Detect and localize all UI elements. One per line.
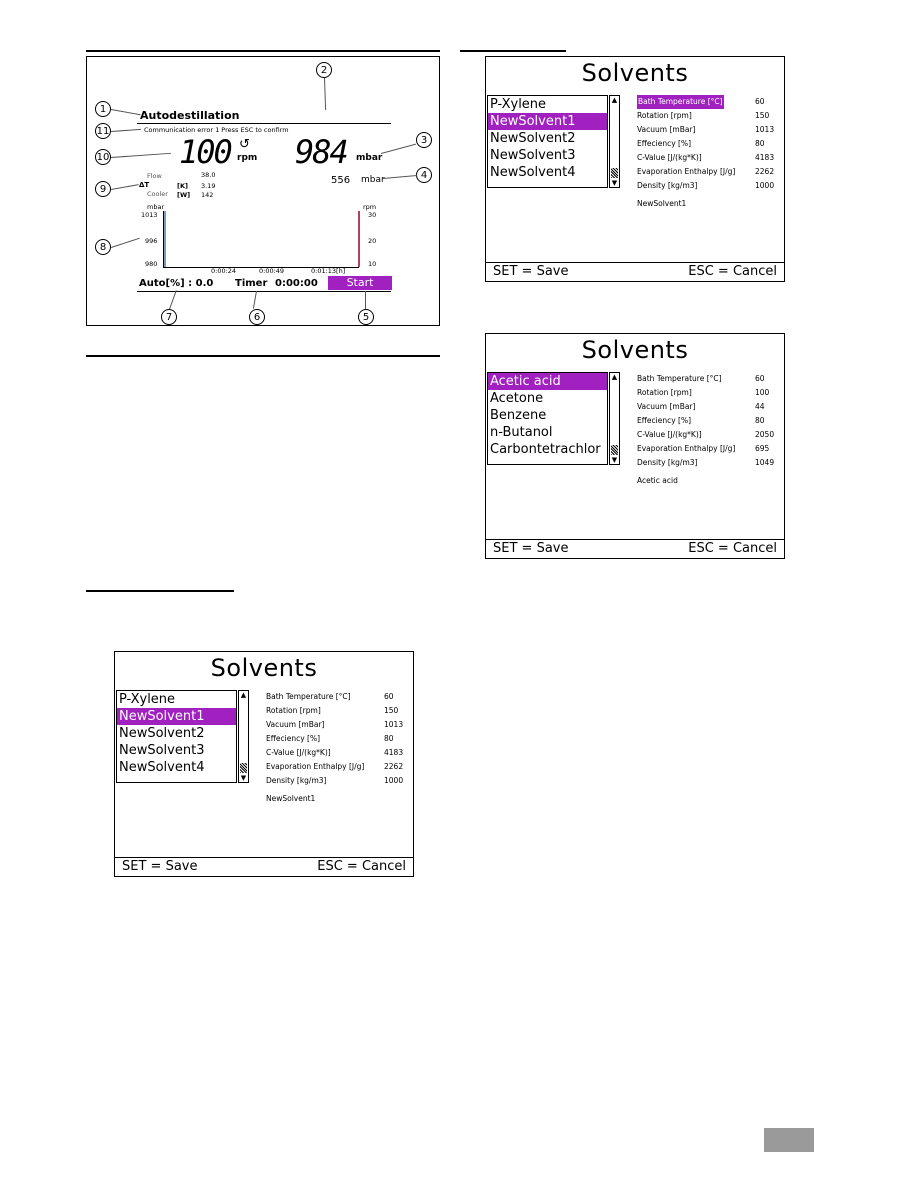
solvents-screen-middle-right — [485, 333, 785, 559]
parameter-value[interactable]: 1000 — [755, 181, 775, 190]
rotation-arrow-icon: ↺ — [239, 137, 250, 152]
solvent-list-item[interactable]: n-Butanol — [490, 425, 553, 440]
rotation-unit: rpm — [237, 153, 258, 163]
parameter-value[interactable]: 80 — [755, 139, 765, 148]
scrollbar-thumb[interactable] — [611, 168, 618, 178]
parameter-row[interactable] — [637, 123, 785, 137]
parameter-row[interactable] — [637, 372, 785, 386]
parameter-value[interactable]: 60 — [755, 97, 765, 106]
timer-value: 0:00:00 — [275, 278, 318, 289]
solvent-list-item[interactable]: NewSolvent1 — [117, 708, 236, 725]
screen-footer — [486, 539, 784, 558]
list-scrollbar[interactable] — [609, 95, 620, 188]
solvent-list-item[interactable]: P-Xylene — [119, 692, 176, 707]
rotation-value: 100 — [179, 133, 231, 171]
leader-1 — [111, 109, 141, 115]
scroll-down-icon[interactable]: ▼ — [611, 456, 618, 464]
graph-right-tick: 20 — [368, 237, 377, 245]
callout-10: 10 — [95, 149, 111, 165]
solvent-list-item[interactable]: Benzene — [490, 408, 547, 423]
screen-title: Solvents — [210, 654, 318, 682]
esc-cancel-hint[interactable]: ESC = Cancel — [688, 264, 777, 279]
solvent-list-item[interactable]: Acetic acid — [488, 373, 607, 390]
parameter-label: Effeciency [%] — [637, 139, 692, 148]
parameter-value[interactable]: 1049 — [755, 458, 775, 467]
set-save-hint[interactable]: SET = Save — [493, 264, 569, 279]
set-save-hint[interactable]: SET = Save — [493, 541, 569, 556]
parameter-value[interactable]: 60 — [755, 374, 765, 383]
graph-right-axis — [358, 211, 360, 267]
leader-3 — [381, 144, 416, 154]
graph-time-tick: 0:00:49 — [259, 267, 285, 275]
scrollbar-thumb[interactable] — [240, 763, 247, 773]
parameter-row[interactable] — [637, 442, 785, 456]
leader-5 — [365, 291, 366, 309]
parameter-row[interactable] — [266, 732, 414, 746]
start-button-label: Start — [346, 276, 374, 289]
parameter-value[interactable]: 100 — [755, 388, 770, 397]
parameter-row[interactable] — [637, 428, 785, 442]
screen-title: Solvents — [581, 59, 689, 87]
solvents-screen-top-right — [485, 56, 785, 282]
graph-left-tick: 1013 — [141, 211, 158, 219]
parameter-label: Evaporation Enthalpy [J/g] — [637, 167, 736, 176]
timer-label: Timer — [235, 278, 268, 289]
solvents-screen-bottom-left — [114, 651, 414, 877]
list-scrollbar[interactable] — [609, 372, 620, 465]
parameter-label: Rotation [rpm] — [637, 388, 692, 397]
cooler-value: 142 — [201, 191, 214, 199]
callout-8: 8 — [95, 239, 111, 255]
autodestillation-title: Autodestillation — [140, 109, 240, 122]
parameter-value[interactable]: 150 — [384, 706, 399, 715]
section-rule — [86, 355, 440, 357]
callout-1: 1 — [95, 101, 111, 117]
parameter-row[interactable] — [637, 400, 785, 414]
delta-t-value: 3.19 — [201, 182, 216, 190]
parameter-row[interactable] — [637, 151, 785, 165]
scroll-down-icon[interactable]: ▼ — [611, 179, 618, 187]
parameter-label: C-Value [J/(kg*K)] — [637, 430, 702, 439]
title-underline — [137, 123, 391, 124]
parameter-label: Effeciency [%] — [266, 734, 321, 743]
callout-5: 5 — [358, 309, 374, 325]
callout-7: 7 — [161, 309, 177, 325]
parameter-value[interactable]: 695 — [755, 444, 770, 453]
parameter-label: Density [kg/m3] — [637, 458, 698, 467]
parameter-value[interactable]: 1013 — [384, 720, 404, 729]
leader-7 — [169, 290, 177, 309]
parameter-row[interactable] — [266, 704, 414, 718]
delta-t-label: ΔT — [139, 181, 150, 189]
parameter-value[interactable]: 80 — [755, 416, 765, 425]
parameter-label: Rotation [rpm] — [266, 706, 321, 715]
parameter-label: Bath Temperature [°C] — [637, 374, 722, 383]
parameter-label: Density [kg/m3] — [637, 181, 698, 190]
vacuum-setpoint-value: 556 — [331, 175, 351, 186]
graph-right-unit: rpm — [363, 203, 377, 211]
solvent-parameters — [637, 95, 785, 193]
parameter-row[interactable] — [266, 774, 414, 788]
graph-time-tick: 0:01:13[h] — [311, 267, 346, 275]
parameter-value[interactable]: 80 — [384, 734, 394, 743]
parameter-row[interactable] — [266, 760, 414, 774]
parameter-value[interactable]: 2050 — [755, 430, 775, 439]
parameter-row[interactable] — [637, 109, 785, 123]
parameter-row[interactable] — [637, 386, 785, 400]
vacuum-setpoint-unit: mbar — [361, 175, 385, 185]
scroll-up-icon[interactable]: ▲ — [240, 691, 247, 699]
parameter-row[interactable] — [637, 414, 785, 428]
solvent-list-item[interactable]: NewSolvent3 — [490, 148, 576, 163]
scroll-up-icon[interactable]: ▲ — [611, 373, 618, 381]
screen-title: Solvents — [581, 336, 689, 364]
parameter-row[interactable] — [637, 179, 785, 193]
esc-cancel-hint[interactable]: ESC = Cancel — [317, 859, 406, 874]
parameter-row[interactable] — [637, 95, 785, 109]
parameter-label: Evaporation Enthalpy [J/g] — [266, 762, 365, 771]
screen-footer — [115, 857, 413, 876]
solvent-name-field[interactable]: Acetic acid — [637, 476, 678, 485]
parameter-value[interactable]: 150 — [755, 111, 770, 120]
parameter-label: Bath Temperature [°C] — [266, 692, 351, 701]
vacuum-unit: mbar — [356, 153, 383, 163]
scroll-up-icon[interactable]: ▲ — [611, 96, 618, 104]
leader-8 — [111, 238, 140, 248]
graph-left-unit: mbar — [147, 203, 165, 211]
scroll-down-icon[interactable]: ▼ — [240, 774, 247, 782]
parameter-row[interactable] — [637, 456, 785, 470]
parameter-label: C-Value [J/(kg*K)] — [266, 748, 331, 757]
set-save-hint[interactable]: SET = Save — [122, 859, 198, 874]
solvent-list[interactable] — [487, 372, 608, 465]
vacuum-value: 984 — [295, 133, 347, 171]
parameter-label: Rotation [rpm] — [637, 111, 692, 120]
delta-t-unit: [K] — [177, 182, 188, 190]
solvent-list[interactable] — [487, 95, 608, 188]
leader-4 — [383, 175, 417, 179]
callout-11: 11 — [95, 123, 111, 139]
callout-3: 3 — [416, 132, 432, 148]
page-number-box — [764, 1128, 814, 1152]
parameter-row[interactable] — [637, 165, 785, 179]
solvent-list-item[interactable]: NewSolvent3 — [119, 743, 205, 758]
callout-2: 2 — [316, 62, 332, 78]
flow-label: Flow — [147, 172, 162, 180]
parameter-row[interactable] — [266, 690, 414, 704]
parameter-label: Vacuum [mBar] — [266, 720, 325, 729]
solvent-list[interactable] — [116, 690, 237, 783]
parameter-row[interactable] — [266, 718, 414, 732]
scrollbar-thumb[interactable] — [611, 445, 618, 455]
callout-4: 4 — [416, 167, 432, 183]
solvent-name-field[interactable]: NewSolvent1 — [266, 794, 316, 803]
graph-time-tick: 0:00:24 — [211, 267, 237, 275]
leader-9 — [111, 184, 139, 190]
header-rule-right — [460, 50, 566, 52]
graph-right-tick: 10 — [368, 260, 377, 268]
error-message: Communication error 1 Press ESC to confirm — [144, 126, 289, 134]
graph-right-tick: 30 — [368, 211, 377, 219]
graph-left-tick: 996 — [145, 237, 158, 245]
solvent-list-item[interactable]: NewSolvent2 — [119, 726, 205, 741]
flow-value: 38.0 — [201, 171, 216, 179]
esc-cancel-hint[interactable]: ESC = Cancel — [688, 541, 777, 556]
parameter-label: Effeciency [%] — [637, 416, 692, 425]
parameter-row[interactable] — [637, 137, 785, 151]
parameter-value[interactable]: 44 — [755, 402, 765, 411]
parameter-row[interactable] — [266, 746, 414, 760]
parameter-value[interactable]: 60 — [384, 692, 394, 701]
solvent-list-item[interactable]: NewSolvent2 — [490, 131, 576, 146]
leader-6 — [253, 291, 257, 309]
solvent-list-item[interactable]: NewSolvent4 — [490, 165, 576, 180]
parameter-value[interactable]: 4183 — [755, 153, 775, 162]
solvent-list-item[interactable]: Carbontetrachlor — [490, 442, 601, 457]
leader-10 — [111, 153, 171, 158]
screen-footer — [486, 262, 784, 281]
cooler-label: Cooler — [147, 190, 168, 198]
cooler-unit: [W] — [177, 191, 191, 199]
leader-11 — [111, 129, 141, 132]
auto-percent-label: Auto[%] : 0.0 — [139, 278, 214, 289]
solvent-name-field[interactable]: NewSolvent1 — [637, 199, 687, 208]
leader-2 — [324, 78, 326, 110]
solvent-list-item[interactable]: Acetone — [490, 391, 544, 406]
solvent-list-item[interactable]: P-Xylene — [490, 97, 547, 112]
parameter-value[interactable]: 2262 — [384, 762, 404, 771]
graph-left-tick: 980 — [145, 260, 158, 268]
callout-6: 6 — [249, 309, 265, 325]
solvent-list-item[interactable]: NewSolvent1 — [488, 113, 607, 130]
parameter-value[interactable]: 1000 — [384, 776, 404, 785]
solvent-parameters — [266, 690, 414, 788]
callout-9: 9 — [95, 181, 111, 197]
graph-pressure-line — [164, 211, 166, 267]
parameter-label: Bath Temperature [°C] — [637, 95, 724, 109]
parameter-label: Vacuum [mBar] — [637, 125, 696, 134]
parameter-value[interactable]: 1013 — [755, 125, 775, 134]
start-button[interactable] — [328, 276, 392, 290]
parameter-label: C-Value [J/(kg*K)] — [637, 153, 702, 162]
solvent-list-item[interactable]: NewSolvent4 — [119, 760, 205, 775]
parameter-label: Evaporation Enthalpy [J/g] — [637, 444, 736, 453]
autodestillation-figure — [86, 56, 440, 326]
parameter-label: Density [kg/m3] — [266, 776, 327, 785]
parameter-value[interactable]: 2262 — [755, 167, 775, 176]
parameter-value[interactable]: 4183 — [384, 748, 404, 757]
subsection-rule — [86, 590, 234, 592]
solvent-parameters — [637, 372, 785, 470]
list-scrollbar[interactable] — [238, 690, 249, 783]
header-rule-left — [86, 50, 440, 52]
parameter-label: Vacuum [mBar] — [637, 402, 696, 411]
